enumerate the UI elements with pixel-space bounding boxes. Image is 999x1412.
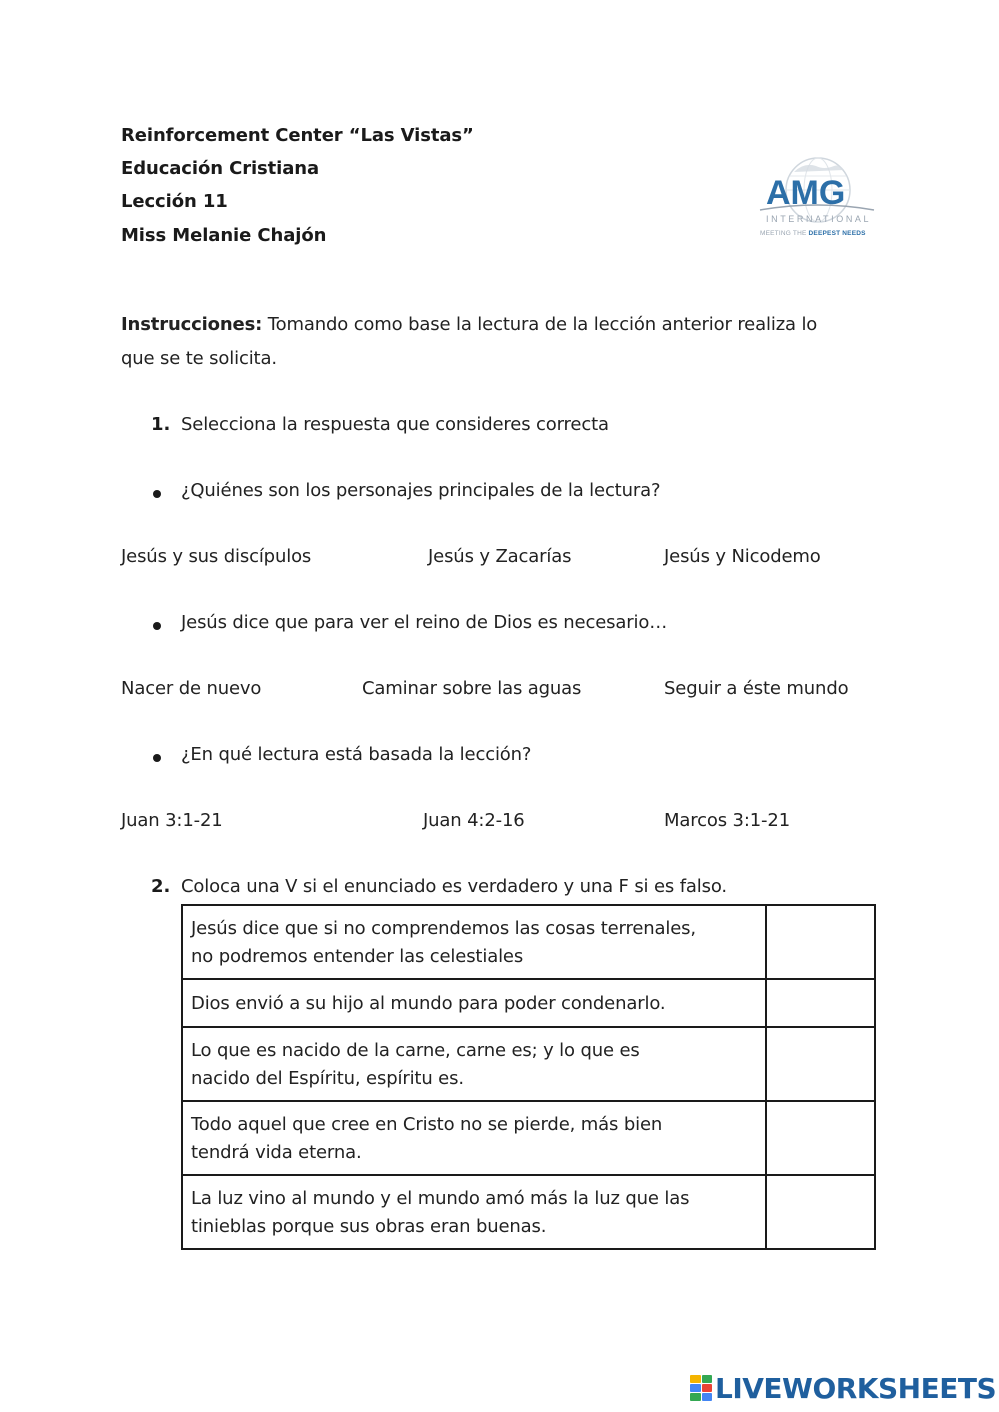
statement-line: Todo aquel que cree en Cristo no se pierde, más bien (191, 1114, 663, 1135)
question-1: ¿Quiénes son los personajes principales de la lectura? (181, 480, 661, 501)
statement-line: Lo que es nacido de la carne, carne es; y lo que es (191, 1040, 640, 1061)
table-row (182, 1175, 875, 1249)
logo-subtitle: INTERNATIONAL (766, 214, 872, 224)
table-row (182, 905, 875, 979)
answer-input[interactable] (766, 979, 875, 1027)
instructions-line2: que se te solicita. (121, 348, 277, 369)
statement-cell (182, 979, 766, 1027)
bullet-icon (153, 754, 161, 762)
logo-tagline-emph: DEEPEST NEEDS (808, 230, 866, 237)
statement-line: tendrá vida eterna. (191, 1142, 362, 1163)
q3-option-b[interactable]: Juan 4:2-16 (423, 810, 525, 831)
section1-number: 1. (151, 414, 171, 435)
school-name: Reinforcement Center “Las Vistas” (121, 125, 474, 146)
statement-cell (182, 1175, 766, 1249)
instructions-label: Instrucciones: (121, 314, 263, 335)
logo-brand: AMG (766, 174, 846, 212)
answer-input[interactable] (766, 1101, 875, 1175)
answer-input[interactable] (766, 905, 875, 979)
section1-title: Selecciona la respuesta que consideres correcta (181, 414, 609, 435)
subject-title: Educación Cristiana (121, 158, 320, 179)
statement-line: Dios envió a su hijo al mundo para poder condenarlo. (191, 993, 666, 1014)
statement-cell (182, 1101, 766, 1175)
instructions-text: Tomando como base la lectura de la lección anterior realiza lo (262, 314, 818, 335)
answer-input[interactable] (766, 1175, 875, 1249)
table-row (182, 1027, 875, 1101)
statement-cell (182, 1027, 766, 1101)
answer-input[interactable] (766, 1027, 875, 1101)
question-2: Jesús dice que para ver el reino de Dios es necesario… (181, 612, 668, 633)
statement-line: Jesús dice que si no comprendemos las cosas terrenales, (191, 918, 696, 939)
q1-option-c[interactable]: Jesús y Nicodemo (664, 546, 821, 567)
statement-cell (182, 905, 766, 979)
liveworksheets-icon (690, 1375, 712, 1401)
question-3: ¿En qué lectura está basada la lección? (181, 744, 532, 765)
teacher-name: Miss Melanie Chajón (121, 225, 327, 246)
liveworksheets-brand: LIVEWORKSHEETS (715, 1371, 997, 1405)
q1-option-b[interactable]: Jesús y Zacarías (428, 546, 572, 567)
statement-line: tinieblas porque sus obras eran buenas. (191, 1216, 547, 1237)
table-row (182, 1101, 875, 1175)
bullet-icon (153, 622, 161, 630)
section2-number: 2. (151, 876, 171, 897)
q2-option-a[interactable]: Nacer de nuevo (121, 678, 262, 699)
liveworksheets-logo (690, 1372, 996, 1404)
true-false-table (181, 904, 876, 1250)
q3-option-c[interactable]: Marcos 3:1-21 (664, 810, 790, 831)
q2-option-c[interactable]: Seguir a éste mundo (664, 678, 849, 699)
q3-option-a[interactable]: Juan 3:1-21 (121, 810, 223, 831)
statement-line: no podremos entender las celestiales (191, 946, 524, 967)
statement-line: La luz vino al mundo y el mundo amó más la luz que las (191, 1188, 690, 1209)
q1-option-a[interactable]: Jesús y sus discípulos (121, 546, 312, 567)
amg-logo (752, 152, 882, 244)
logo-tagline (760, 230, 866, 237)
lesson-number: Lección 11 (121, 191, 228, 212)
section2-title: Coloca una V si el enunciado es verdadero y una F si es falso. (181, 876, 727, 897)
logo-tagline-prefix: MEETING THE (760, 230, 807, 237)
table-row (182, 979, 875, 1027)
statement-line: nacido del Espíritu, espíritu es. (191, 1068, 464, 1089)
q2-option-b[interactable]: Caminar sobre las aguas (362, 678, 582, 699)
instructions-line1 (121, 314, 817, 335)
bullet-icon (153, 490, 161, 498)
